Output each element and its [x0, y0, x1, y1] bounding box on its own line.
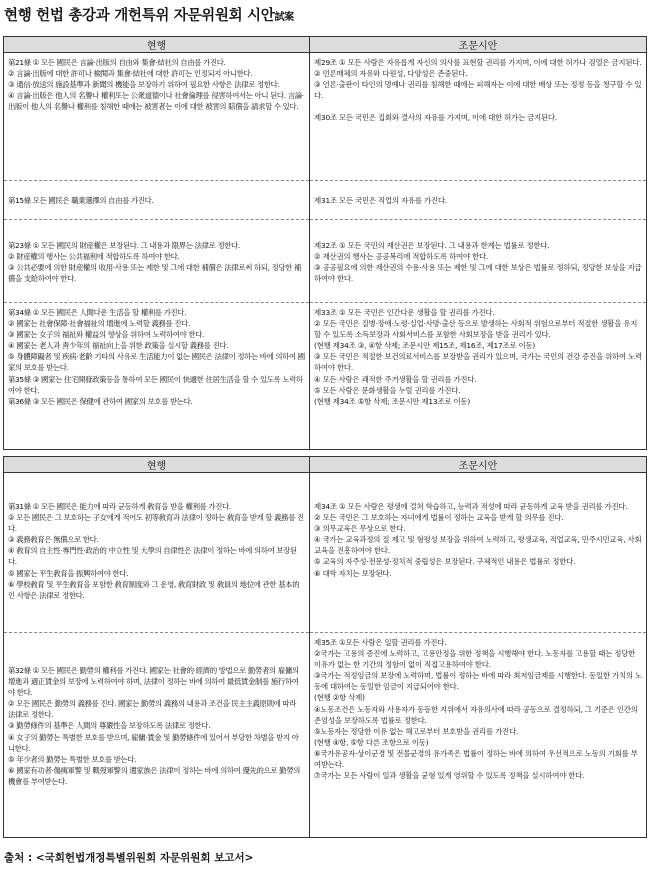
header-current: 현행 [4, 37, 310, 53]
article-clause: 제35조 ①모든 사람은 일할 권리를 가진다. [314, 638, 447, 647]
comparison-table-1 [3, 36, 647, 450]
proposal-article-cell [310, 633, 647, 838]
article-clause: ③ 의무교육은 무상으로 한다. [314, 524, 406, 534]
article-clause: ④ 女子의 勤勞는 특별한 보호를 받으며, 雇傭·賃金 및 勤勞條件에 있어서 부당한 차별을 받지 아니한다. [8, 732, 299, 753]
article-clause: ⑥국가유공자·상이군경 및 전몰군경의 유가족은 법률이 정하는 바에 의하여 우선적으로 노동의 기회를 부여받는다. [314, 748, 638, 770]
article-clause: ⑤ 年少者의 勤勞는 특별한 보호를 받는다. [8, 754, 137, 764]
article-clause: 第23條 ① 모든 國民의 財産權은 보장된다. 그 내용과 限界는 法律로 정한다. [8, 240, 240, 250]
article-clause: ② 모든 국민은 질병·장애·노령·실업·사망·출산 등으로 발생하는 사회적 위험으로부터 적절한 생활을 유지할 수 있도록 소득보장과 사회서비스를 포함한 사회보장을 받을 권리가 있다. [314, 319, 638, 340]
article-clause: ⑥ 대학 자치는 보장된다. [314, 568, 392, 578]
proposal-article-cell [310, 53, 647, 181]
article-clause: ② 모든 國民은 그 보호하는 子女에게 적어도 初等敎育과 法律이 정하는 敎育을 받게 할 義務를 진다. [8, 513, 304, 534]
proposal-article-cell [310, 303, 647, 450]
article-clause: 제34조 ① 모든 사람은 평생에 걸쳐 학습하고, 능력과 적성에 따라 균등하게 교육 받을 권리를 가진다. [314, 502, 628, 511]
table-2-body [4, 473, 647, 838]
article-clause: ③ 모든 국민은 적절한 보건의료서비스를 보장받을 권리가 있으며, 국가는 국민의 건강 증진을 위하여 노력하여야 한다. [314, 352, 642, 373]
proposal-article-cell [310, 181, 647, 220]
article-clause: ⑦국가는 모든 사람이 일과 생활을 균형 있게 영위할 수 있도록 정책을 실시하여야 한다. [314, 771, 585, 781]
article-clause: 第15條 모든 國民은 職業選擇의 自由를 가진다. [8, 196, 154, 206]
header-proposal: 조문시안 [310, 457, 647, 473]
article-clause: 第32條 ① 모든 國民은 勤勞의 權利를 가진다. 國家는 社會的·經濟的 방법으로 勤勞者의 雇傭의 增進과 適正賃金의 보장에 노력하여야 하며, 法律이 정하는 바에 의하여 最低賃金制를 施行하여야 한다. [8, 666, 299, 698]
article-clause: ③국가는 적정임금의 보장에 노력하며, 법률이 정하는 바에 따라 최저임금제를 시행한다. 동일한 가치의 노동에 대하여는 동일한 임금이 지급되어야 한다. [314, 671, 642, 692]
article-clause: 第36條 ③ 모든 國民은 保健에 관하여 國家의 보호를 받는다. [8, 396, 193, 406]
article-clause: ④ 敎育의 自主性·專門性·政治的 中立性 및 大學의 自律性은 法律이 정하는 바에 의하여 보장된다. [8, 546, 297, 567]
table-1-body [4, 53, 647, 450]
current-article-cell [4, 220, 310, 303]
article-clause: ② 言論·出版에 대한 許可나 檢閱과 集會·結社에 대한 許可는 인정되지 아니한다. [8, 69, 253, 79]
article-clause: ⑤ 國家는 平生敎育을 振興하여야 한다. [8, 568, 129, 578]
table-row [4, 303, 647, 450]
article-clause: ⑤ 身體障礙者 및 疾病·老齡 기타의 사유로 生活能力이 없는 國民은 法律이 정하는 바에 의하여 國家의 보호를 받는다. [8, 352, 305, 373]
article-clause: 第34條 ① 모든 國民은 人間다운 生活을 할 權利를 가진다. [8, 308, 187, 317]
article-clause: ③ 義務敎育은 無償으로 한다. [8, 535, 99, 545]
header-proposal: 조문시안 [310, 37, 647, 53]
article-clause: ⑤ 모든 사람은 문화생활을 누릴 권리를 가진다. [314, 385, 461, 395]
proposal-article-cell [310, 473, 647, 633]
article-clause: ② 國家는 社會保障·社會福祉의 增進에 노력할 義務를 진다. [8, 319, 190, 329]
article-clause: (현행 제34조 ⑤항 삭제; 조문시안 제13조로 이동) [314, 396, 471, 406]
header-current: 현행 [4, 457, 310, 473]
source-citation: 출처 : <국회헌법개정특별위원회 자문위원회 보고서> [4, 852, 254, 864]
current-article-cell [4, 53, 310, 181]
article-clause: ④노동조건은 노동자와 사용자가 동등한 지위에서 자유의사에 따라 공동으로 결정하되, 그 기준은 인간의 존엄성을 보장하도록 법률로 정한다. [314, 704, 638, 725]
article-clause: 제32조 ① 모든 국민의 재산권은 보장된다. 그 내용과 한계는 법률로 정한다. [314, 240, 550, 250]
article-clause: (현행 ②항 삭제) [314, 693, 365, 703]
article-clause: ③ 國家는 女子의 福祉와 權益의 향상을 위하여 노력하여야 한다. [8, 330, 205, 340]
current-article-cell [4, 633, 310, 838]
article-clause: ③ 언론·출판이 타인의 명예나 권리를 침해한 때에는 피해자는 이에 대한 배상 또는 정정 등을 청구할 수 있다. [314, 80, 642, 101]
article-clause: 제29조 ① 모든 사람은 자유롭게 자신의 의사를 표현할 권리를 가지며, 이에 대한 허가나 검열은 금지된다. [314, 58, 642, 67]
article-clause: 제33조 ① 모든 국민은 인간다운 생활을 할 권리를 가진다. [314, 308, 495, 317]
article-clause: ③ 공공필요에 의한 재산권의 수용·사용 또는 제한 및 그에 대한 보상은 법률로 정하되, 정당한 보상을 지급하여야 한다. [314, 263, 642, 284]
article-clause: ②국가는 고용의 증진에 노력하고, 고용안정을 위한 정책을 시행해야 한다. 노동자를 고용할 때는 정당한 이유가 없는 한 기간의 정함이 없이 직접고용하여야 한다. [314, 649, 636, 670]
article-clause: 第35條 ③ 國家는 住宅開發政策등을 통하여 모든 國民이 快適한 住居生活을 할 수 있도록 노력하여야 한다. [8, 374, 303, 395]
article-clause: ② 모든 國民은 勤勞의 義務를 진다. 國家는 勤勞의 義務의 내용과 조건을 民主主義原則에 따라 法律로 정한다. [8, 699, 296, 720]
article-clause: ④ 言論·出版은 他人의 名譽나 權利또는 公衆道德이나 社會倫理를 侵害하여서는 아니 된다. 言論·出版이 他人의 名譽나 權利를 침해한 때에는 被害者는 이에 대한 被害의 賠償을 請求할 수 있다. [8, 91, 304, 112]
current-article-cell [4, 473, 310, 633]
article-clause: ⑤노동자는 정당한 이유 없는 해고로부터 보호받을 권리를 가진다. [314, 726, 519, 736]
table-row [4, 633, 647, 838]
table-row [4, 473, 647, 633]
title-suffix: 試案 [274, 12, 294, 23]
article-clause: ② 모든 국민은 그 보호하는 자녀에게 법률이 정하는 교육을 받게 할 의무를 진다. [314, 513, 564, 523]
article-clause: ④ 국가는 교육과정의 질 제고 및 형평성 보장을 위하여 노력하고, 평생교육, 직업교육, 민주시민교육, 사회교육을 진흥하여야 한다. [314, 535, 642, 556]
table-row [4, 53, 647, 181]
article-clause: ③ 公共必要에 의한 財産權의 收用·사용 또는 제한 및 그에 대한 補償은 法律로써 하되, 정당한 補償을 支給하여야 한다. [8, 263, 301, 284]
current-article-cell [4, 181, 310, 220]
article-clause: 제30조 모든 국민은 집회와 결사의 자유를 가지며, 이에 대한 허가는 금지된다. [314, 113, 557, 123]
article-clause: ③ 勤勞條件의 基準은 人間의 尊嚴性을 보장하도록 法律로 정한다. [8, 721, 211, 731]
proposal-article-cell [310, 220, 647, 303]
article-clause: ② 재산권의 행사는 공공복리에 적합하도록 하여야 한다. [314, 251, 489, 261]
comparison-table-2 [3, 456, 647, 838]
article-clause: 제31조 모든 국민은 직업의 자유를 가진다. [314, 196, 447, 206]
page-title [4, 4, 294, 25]
article-clause: ② 언론매체의 자유와 다원성, 다양성은 존중된다. [314, 69, 468, 79]
article-clause: (현행 제34조 ③, ④항 삭제; 조문시안 제15조, 제16조, 제17조로 이동) [314, 341, 536, 351]
article-clause: ② 財産權의 행사는 公共福利에 적합하도록 하여야 한다. [8, 251, 180, 261]
article-clause: ⑥ 國家有功者·傷痍軍警 및 戰歿軍警의 遺家族은 法律이 정하는 바에 의하여 優先的으로 勤勞의 機會를 부여받는다. [8, 765, 301, 786]
article-clause: ④ 모든 사람은 쾌적한 주거생활을 할 권리를 가진다. [314, 374, 477, 384]
article-clause: ⑥ 學校敎育 및 平生敎育을 포함한 敎育制度와 그 운영, 敎育財政 및 敎員의 地位에 관한 基本的인 사항은 法律로 정한다. [8, 579, 300, 600]
table-row [4, 181, 647, 220]
article-clause: 第21條 ① 모든 國民은 言論·出版의 自由와 集會·結社의 自由를 가진다. [8, 58, 226, 67]
article-clause: ⑤ 교육의 자주성·전문성·정치적 중립성은 보장된다. 구체적인 내용은 법률로 정한다. [314, 557, 576, 567]
title-main: 현행 헌법 총강과 개헌특위 자문위원회 시안 [4, 8, 275, 24]
article-clause: ④ 國家는 老人과 靑少年의 福祉向上을 위한 政策을 실시할 義務를 진다. [8, 341, 229, 351]
table-row [4, 220, 647, 303]
article-clause: (현행 ④항, ⑤항 다른 조항으로 이동) [314, 737, 429, 747]
article-clause: ③ 通信·放送의 施設基準과 新聞의 機能을 보장하기 위하여 필요한 사항은 法律로 정한다. [8, 80, 280, 90]
current-article-cell [4, 303, 310, 450]
article-clause: 第31條 ① 모든 國民은 能力에 따라 균등하게 敎育을 받을 權利를 가진다. [8, 502, 231, 511]
